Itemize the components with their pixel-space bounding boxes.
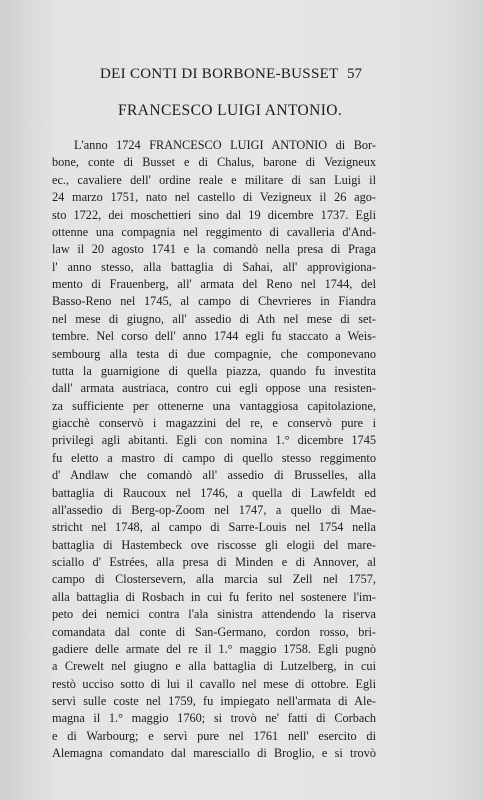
text-line: mento di Frauenberg, all' armata del Reno nel 1744, del — [52, 277, 376, 291]
running-header — [0, 62, 484, 86]
text-line: dall' armata austriaca, contro cui egli oppose una resisten- — [52, 381, 376, 396]
text-line: L'anno 1724 FRANCESCO LUIGI ANTONIO di Bor- — [74, 138, 376, 152]
text-line: magna il 1.° maggio 1760; si trovò ne' fatti di Corbach — [52, 711, 376, 726]
text-line: sembourg alla testa di due compagnie, che componevano — [52, 346, 376, 361]
running-title: DEI CONTI DI BORBONE-BUSSET — [100, 66, 339, 82]
text-line: all'assedio di Berg-op-Zoom nel 1747, a quello di Mae- — [52, 502, 376, 517]
text-line: servì sulle coste nel 1759, fu impiegato nell'armata di Ale- — [52, 694, 376, 708]
section-heading: FRANCESCO LUIGI ANTONIO. — [118, 102, 343, 119]
text-line: l' anno stesso, alla battaglia di Sahai, all' approvigiona- — [52, 259, 376, 274]
text-line: stricht nel 1748, al campo di Sarre-Louis nel 1754 nella — [52, 520, 376, 535]
text-line: gadiere delle armate del re il 1.° maggio 1758. Egli pugnò — [52, 641, 376, 656]
text-line: alla battaglia di Rosbach in cui fu ferito nel sostenere l'im- — [52, 589, 376, 604]
text-line: campo di Clostersevern, alla marcia sul Zell nel 1757, — [52, 572, 376, 587]
text-line: sto 1722, dei moschettieri sino dal 19 dicembre 1737. Egli — [52, 207, 376, 222]
text-line: peto dei nemici contra l'ala sinistra attendendo la riserva — [52, 607, 376, 622]
text-line: bone, conte di Busset e di Chalus, barone di Vezigneux — [52, 155, 376, 170]
body-paragraph — [52, 137, 376, 763]
text-line: sciallo d' Estrées, alla presa di Minden e di Annover, al — [52, 555, 376, 569]
text-line: ec., cavaliere dell' ordine reale e militare di san Luigi il — [52, 172, 376, 187]
page-number: 57 — [347, 66, 362, 82]
text-line: giacchè conservò i magazzini del re, e conservò pure i — [52, 416, 376, 430]
text-line: tembre. Nel corso dell' anno 1744 egli fu staccato a Weis- — [52, 329, 376, 344]
text-line: tutta la guarnigione di quella piazza, quando fu investita — [52, 363, 376, 378]
text-line: a Crewelt nel giugno e alla battaglia di Lutzelberg, in cui — [52, 659, 376, 674]
text-line: nel mese di giugno, all' assedio di Ath nel mese di set- — [52, 311, 376, 326]
text-line: Basso-Reno nel 1745, al campo di Chevrieres in Fiandra — [52, 294, 376, 309]
text-line: e di Warbourg; e servì pure nel 1761 nell' esercito di — [52, 728, 376, 743]
text-line: comandata dal conte di San-Germano, cordon rosso, bri- — [52, 624, 376, 639]
text-line: law il 20 agosto 1741 e la comandò nella presa di Praga — [52, 242, 376, 257]
text-line: d' Andlaw che comandò all' assedio di Brusselles, alla — [52, 468, 376, 483]
text-line: battaglia di Hastembeck ove riscosse gli elogii del mare- — [52, 537, 376, 552]
text-line: battaglia di Raucoux nel 1746, a quella di Lawfeldt ed — [52, 485, 376, 500]
text-line: restò ucciso sotto di lui il cavallo nel mese di ottobre. Egli — [52, 676, 376, 691]
text-line: fu eletto a mastro di campo di quello stesso reggimento — [52, 450, 376, 465]
text-line: ottenne una compagnia nel reggimento di cavalleria d'And- — [52, 224, 376, 239]
text-line: Alemagna comandato dal maresciallo di Broglio, e si trovò — [52, 746, 376, 761]
text-line: za sufficiente per ottenerne una vantaggiosa capitolazione, — [52, 398, 376, 413]
text-line: privilegi agli abitanti. Egli con nomina 1.° dicembre 1745 — [52, 433, 376, 448]
text-line: 24 marzo 1751, nato nel castello di Vezigneux il 26 ago- — [52, 190, 376, 205]
